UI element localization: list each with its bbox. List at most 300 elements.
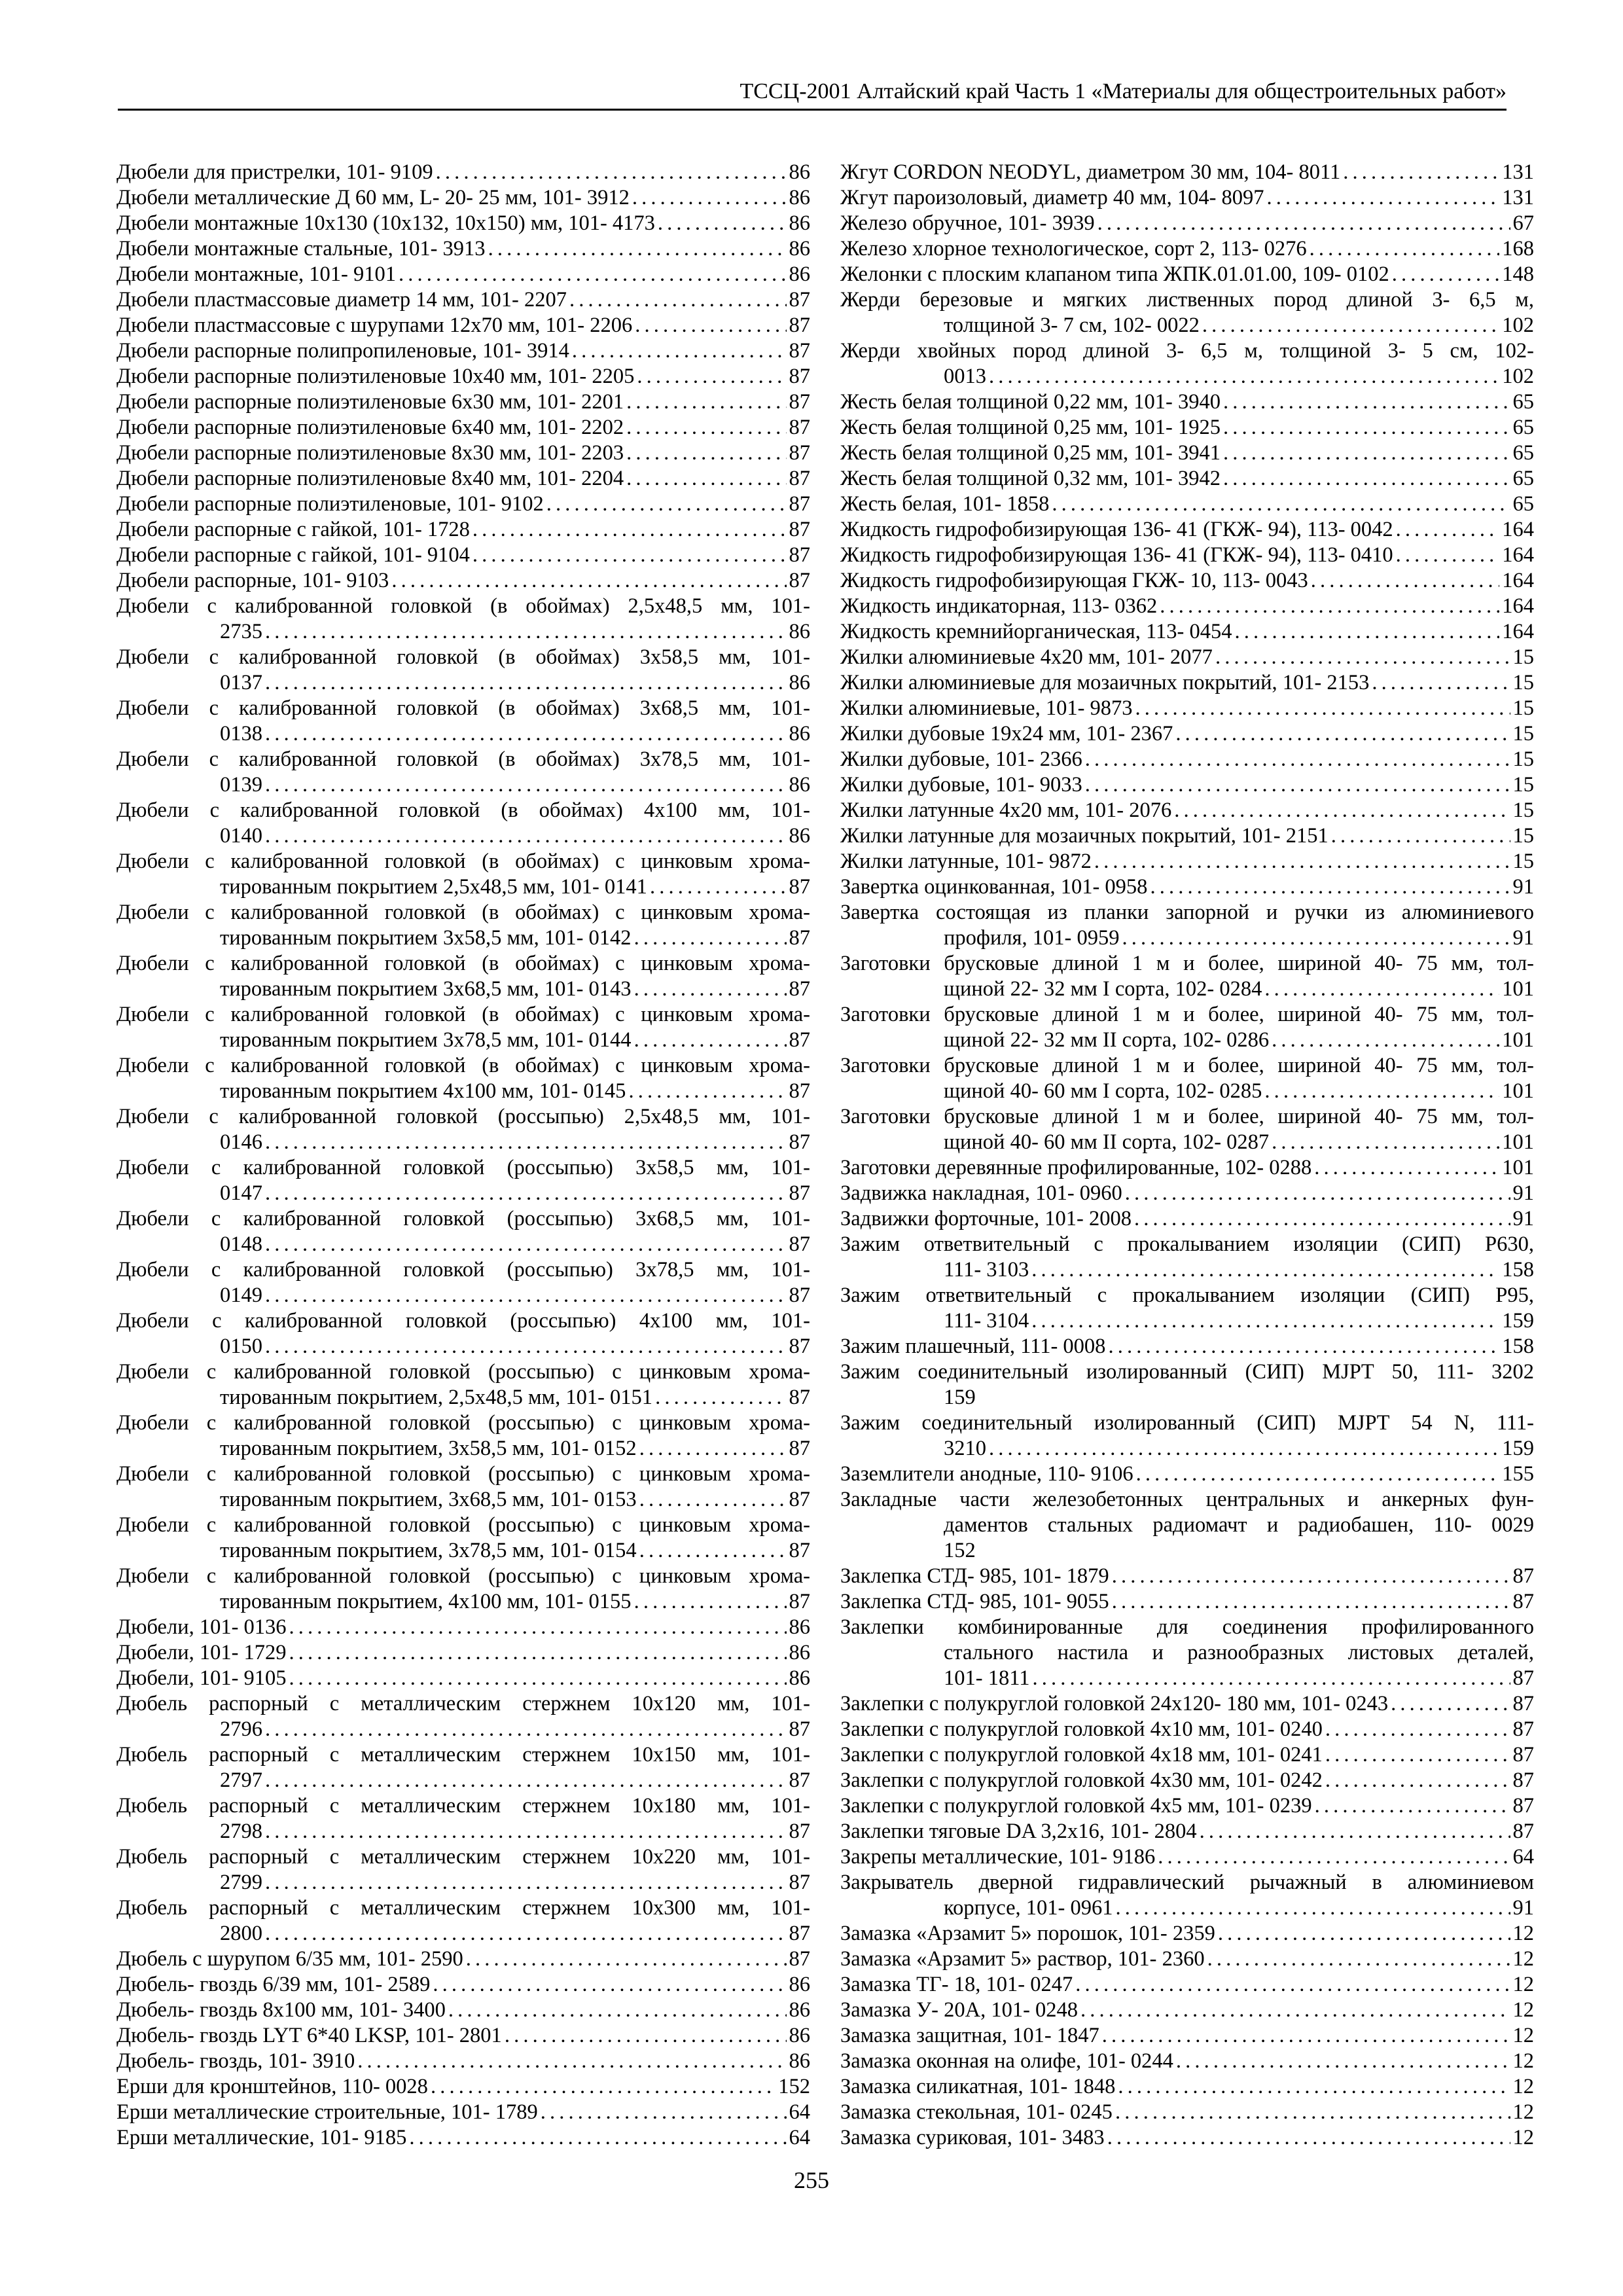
entry-text-line: 0146 [220, 1130, 262, 1154]
index-entry [116, 262, 810, 287]
entry-page-number: 86 [789, 186, 810, 209]
entry-text-line: Замазка стекольная, 101- 0245 [840, 2100, 1113, 2124]
entry-text-line: 0148 [220, 1232, 262, 1256]
entry-page-number: 87 [789, 365, 810, 388]
entry-text-line: Жесть белая, 101- 1858 [840, 492, 1050, 516]
entry-text-line: Заклепка СТД- 985, 101- 9055 [840, 1590, 1109, 1613]
entry-text-line: Дюбель распорный с металлическим стержнем 10х150 мм, 101- [116, 1743, 810, 1767]
entry-text-line: Дюбели, 101- 0136 [116, 1615, 287, 1639]
entry-text-line: 159 [944, 1386, 976, 1409]
dot-leader [466, 1946, 787, 1972]
entry-text-line: Дюбели для пристрелки, 101- 9109 [116, 160, 433, 184]
index-entry [840, 2023, 1534, 2049]
entry-page-number: 15 [1512, 671, 1534, 694]
index-entry [116, 1206, 810, 1257]
dot-leader [1108, 1334, 1499, 1359]
entry-text-line: Дюбели с калиброванной головкой (в обоймах) 3х58,5 мм, 101- [116, 645, 810, 669]
dot-leader [265, 721, 787, 747]
entry-page-number: 101 [1502, 1079, 1534, 1103]
index-entry [840, 517, 1534, 543]
dot-leader [436, 160, 787, 185]
index-entry [116, 951, 810, 1002]
dot-leader [1396, 543, 1500, 568]
entry-text-line: Жилки алюминиевые 4х20 мм, 101- 2077 [840, 645, 1213, 669]
entry-text-line: Замазка суриковая, 101- 3483 [840, 2126, 1105, 2149]
entry-page-number: 65 [1512, 416, 1534, 439]
dot-leader [1272, 1130, 1499, 1155]
entry-page-number: 87 [789, 416, 810, 439]
entry-text-line: Замазка ТГ- 18, 101- 0247 [840, 1973, 1073, 1996]
index-entry [840, 262, 1534, 287]
entry-page-number: 87 [789, 467, 810, 490]
dot-leader [546, 492, 787, 517]
index-entry [840, 594, 1534, 619]
dot-leader [639, 1538, 787, 1564]
entry-page-number: 87 [789, 1335, 810, 1358]
dot-leader [1325, 1768, 1510, 1793]
index-entry [116, 747, 810, 798]
dot-leader [1343, 160, 1499, 185]
index-entry [840, 1921, 1534, 1946]
entry-page-number: 15 [1512, 798, 1534, 822]
header-title: ТССЦ-2001 Алтайский край Часть 1 «Материалы для общестроительных работ» [740, 79, 1507, 103]
dot-leader [1102, 2023, 1510, 2049]
index-entry [116, 1615, 810, 1640]
dot-leader [1396, 517, 1500, 543]
entry-text-line: профиля, 101- 0959 [944, 926, 1120, 950]
dot-leader [1391, 1691, 1510, 1717]
entry-page-number: 65 [1512, 390, 1534, 414]
index-entry [840, 670, 1534, 696]
entry-text-line: Жилки латунные, 101- 9872 [840, 850, 1092, 873]
entry-page-number: 87 [789, 1283, 810, 1307]
entry-text-line: Дюбель распорный с металлическим стержнем 10х300 мм, 101- [116, 1896, 810, 1920]
index-entry [116, 1104, 810, 1155]
entry-text-line: Ерши металлические, 101- 9185 [116, 2126, 407, 2149]
entry-page-number: 152 [778, 2075, 810, 2098]
dot-leader [265, 772, 787, 798]
entry-text-line: Замазка «Арзамит 5» порошок, 101- 2359 [840, 1922, 1215, 1945]
entry-text-line: Дюбели, 101- 9105 [116, 1666, 287, 1690]
dot-leader [989, 1436, 1499, 1462]
dot-leader [637, 364, 786, 389]
entry-text-line: тированным покрытием, 2,5х48,5 мм, 101- 0151 [220, 1386, 653, 1409]
index-entry [116, 1998, 810, 2023]
index-entry [840, 1334, 1534, 1359]
entry-text-line: Дюбель- гвоздь 8х100 мм, 101- 3400 [116, 1998, 446, 2022]
entry-text-line: Дюбели с калиброванной головкой (россыпью) 4х100 мм, 101- [116, 1309, 810, 1333]
entry-page-number: 164 [1502, 620, 1534, 643]
entry-page-number: 87 [1512, 1692, 1534, 1715]
entry-page-number: 87 [789, 288, 810, 312]
entry-text-line: Жерди хвойных пород длиной 3- 6,5 м, толщиной 3- 5 см, 102- [840, 339, 1534, 363]
entry-page-number: 158 [1502, 1258, 1534, 1282]
index-entry [840, 440, 1534, 466]
entry-text-line: Ерши металлические строительные, 101- 1789 [116, 2100, 538, 2124]
entry-page-number: 86 [789, 722, 810, 745]
entry-page-number: 87 [1512, 1590, 1534, 1613]
index-entry [840, 466, 1534, 492]
entry-text-line: Задвижки форточные, 101- 2008 [840, 1207, 1132, 1230]
index-entry [116, 236, 810, 262]
index-entry [840, 1002, 1534, 1053]
entry-text-line: Заклепки с полукруглой головкой 24х120- 180 мм, 101- 0243 [840, 1692, 1389, 1715]
entry-text-line: Дюбели распорные полипропиленовые, 101- 3914 [116, 339, 569, 363]
entry-page-number: 87 [789, 1488, 810, 1511]
dot-leader [1372, 670, 1510, 696]
entry-page-number: 86 [789, 1973, 810, 1996]
entry-page-number: 101 [1502, 1028, 1534, 1052]
entry-page-number: 12 [1512, 1947, 1534, 1971]
index-entry [840, 1462, 1534, 1487]
index-entry [840, 849, 1534, 874]
index-entry [116, 1844, 810, 1895]
dot-leader [1175, 721, 1510, 747]
index-entry [840, 900, 1534, 951]
entry-text-line: Жерди березовые и мягких лиственных пород длиной 3- 6,5 м, [840, 288, 1534, 312]
entry-page-number: 91 [1512, 1207, 1534, 1230]
entry-text-line: Заклепки с полукруглой головкой 4х30 мм, 101- 0242 [840, 1768, 1323, 1792]
entry-text-line: Железо обручное, 101- 3939 [840, 211, 1095, 235]
dot-leader [1136, 1462, 1500, 1487]
entry-text-line: Дюбели распорные с гайкой, 101- 9104 [116, 543, 470, 567]
index-entry [116, 364, 810, 389]
entry-text-line: Жилки дубовые, 101- 2366 [840, 747, 1082, 771]
entry-text-line: корпусе, 101- 0961 [944, 1896, 1113, 1920]
entry-text-line: Замазка защитная, 101- 1847 [840, 2024, 1099, 2047]
page-header [118, 73, 1507, 111]
entry-page-number: 91 [1512, 1896, 1534, 1920]
dot-leader [1135, 696, 1510, 721]
dot-leader [265, 1130, 787, 1155]
dot-leader [1094, 849, 1510, 874]
entry-text-line: тированным покрытием 3х68,5 мм, 101- 0143 [220, 977, 632, 1001]
dot-leader [658, 211, 787, 236]
entry-text-line: Жесть белая толщиной 0,32 мм, 101- 3942 [840, 467, 1221, 490]
entry-text-line: Жилки дубовые 19х24 мм, 101- 2367 [840, 722, 1173, 745]
entry-page-number: 64 [1512, 1845, 1534, 1869]
entry-page-number: 87 [789, 1922, 810, 1945]
entry-text-line: Заготовки брусковые длиной 1 м и более, шириной 40- 75 мм, тол- [840, 1054, 1534, 1077]
dot-leader [1314, 1155, 1499, 1181]
index-entry [840, 1359, 1534, 1410]
entry-text-line: 2796 [220, 1717, 262, 1741]
entry-page-number: 87 [789, 339, 810, 363]
entry-page-number: 101 [1502, 1156, 1534, 1179]
entry-page-number: 131 [1502, 186, 1534, 209]
entry-text-line: Жесть белая толщиной 0,22 мм, 101- 3940 [840, 390, 1221, 414]
index-entry [840, 1998, 1534, 2023]
index-entry [116, 466, 810, 492]
index-entry [116, 900, 810, 951]
entry-page-number: 87 [1512, 1564, 1534, 1588]
entry-text-line: Дюбель- гвоздь, 101- 3910 [116, 2049, 355, 2073]
index-entry [840, 951, 1534, 1002]
index-entry [840, 1793, 1534, 1819]
entry-page-number: 148 [1502, 262, 1534, 286]
dot-leader [1267, 185, 1500, 211]
entry-page-number: 87 [1512, 1743, 1534, 1767]
dot-leader [1325, 1717, 1510, 1742]
dot-leader [399, 262, 786, 287]
dot-leader [409, 2125, 786, 2151]
entry-page-number: 87 [789, 1079, 810, 1103]
entry-page-number: 87 [789, 926, 810, 950]
dot-leader [433, 1972, 786, 1998]
index-entry [840, 160, 1534, 185]
entry-page-number: 12 [1512, 2100, 1534, 2124]
entry-page-number: 12 [1512, 2024, 1534, 2047]
entry-text-line: 0138 [220, 722, 262, 745]
entry-page-number: 87 [789, 314, 810, 337]
dot-leader [1392, 262, 1500, 287]
dot-leader [473, 543, 787, 568]
entry-text-line: 0149 [220, 1283, 262, 1307]
dot-leader [265, 1232, 787, 1257]
entry-text-line: 2799 [220, 1871, 262, 1894]
index-entry [116, 2023, 810, 2049]
dot-leader [1200, 1819, 1510, 1844]
entry-text-line: Дюбели металлические Д 60 мм, L- 20- 25 мм, 101- 3912 [116, 186, 630, 209]
index-entry [840, 1844, 1534, 1870]
entry-page-number: 87 [1512, 1794, 1534, 1818]
entry-text-line: Дюбели с калиброванной головкой (в обоймах) с цинковым хрома- [116, 1054, 810, 1077]
dot-leader [1115, 1895, 1510, 1921]
dot-leader [1202, 313, 1499, 338]
entry-text-line: Жидкость гидрофобизирующая 136- 41 (ГКЖ- 94), 113- 0042 [840, 518, 1393, 541]
index-entry [840, 1487, 1534, 1564]
entry-text-line: Жилки алюминиевые для мозаичных покрытий, 101- 2153 [840, 671, 1370, 694]
entry-text-line: Дюбели монтажные 10х130 (10х132, 10х150) мм, 101- 4173 [116, 211, 655, 235]
index-entry [116, 1308, 810, 1359]
dot-leader [265, 1921, 787, 1946]
dot-leader [1107, 2125, 1510, 2151]
index-entry [840, 1410, 1534, 1462]
entry-page-number: 67 [1512, 211, 1534, 235]
index-entry [116, 440, 810, 466]
entry-page-number: 87 [1512, 1717, 1534, 1741]
entry-page-number: 91 [1512, 1181, 1534, 1205]
index-entry [840, 1283, 1534, 1334]
dot-leader [989, 364, 1499, 389]
index-entry [116, 1666, 810, 1691]
dot-leader [1264, 1079, 1499, 1104]
entry-text-line: 152 [944, 1539, 976, 1562]
entry-text-line: 0140 [220, 824, 262, 848]
entry-page-number: 86 [789, 773, 810, 797]
dot-leader [1315, 1793, 1510, 1819]
entry-text-line: Жгут пароизоловый, диаметр 40 мм, 104- 8097 [840, 186, 1264, 209]
index-entry [116, 1359, 810, 1410]
index-entry [116, 1972, 810, 1998]
entry-page-number: 12 [1512, 1973, 1534, 1996]
entry-text-line: Жидкость индикаторная, 113- 0362 [840, 594, 1158, 618]
entry-page-number: 87 [789, 1181, 810, 1205]
entry-text-line: щиной 22- 32 мм I сорта, 102- 0284 [944, 977, 1262, 1001]
entry-text-line: Дюбели с калиброванной головкой (россыпью) 2,5х48,5 мм, 101- [116, 1105, 810, 1128]
entry-page-number: 65 [1512, 467, 1534, 490]
entry-text-line: Дюбели с калиброванной головкой (в обоймах) с цинковым хрома- [116, 1003, 810, 1026]
entry-text-line: тированным покрытием, 4х100 мм, 101- 0155 [220, 1590, 632, 1613]
entry-page-number: 87 [789, 441, 810, 465]
entry-text-line: Заготовки брусковые длиной 1 м и более, шириной 40- 75 мм, тол- [840, 952, 1534, 975]
index-entry [116, 1410, 810, 1462]
entry-text-line: Дюбели распорные с гайкой, 101- 1728 [116, 518, 470, 541]
dot-leader [1150, 874, 1510, 900]
index-entry [116, 2125, 810, 2151]
entry-page-number: 168 [1502, 237, 1534, 260]
index-entry [840, 236, 1534, 262]
dot-leader [572, 338, 787, 364]
index-entry [840, 1768, 1534, 1793]
dot-leader [1031, 1308, 1499, 1334]
entry-page-number: 164 [1502, 569, 1534, 592]
entry-text-line: Дюбели распорные полиэтиленовые 10х40 мм, 101- 2205 [116, 365, 635, 388]
dot-leader [628, 1079, 786, 1104]
entry-page-number: 86 [789, 237, 810, 260]
entry-page-number: 15 [1512, 747, 1534, 771]
dot-leader [265, 1334, 787, 1359]
entry-text-line: Дюбели пластмассовые диаметр 14 мм, 101- 2207 [116, 288, 567, 312]
index-entry [840, 874, 1534, 900]
entry-text-line: Дюбели распорные полиэтиленовые 8х30 мм, 101- 2203 [116, 441, 624, 465]
index-entry [116, 2074, 810, 2100]
entry-text-line: Задвижка накладная, 101- 0960 [840, 1181, 1122, 1205]
dot-leader [1235, 619, 1500, 645]
entry-text-line: щиной 40- 60 мм II сорта, 102- 0287 [944, 1130, 1270, 1154]
entry-page-number: 87 [789, 543, 810, 567]
entry-page-number: 87 [789, 1717, 810, 1741]
index-entry [840, 1742, 1534, 1768]
dot-leader [265, 823, 787, 849]
entry-text-line: Дюбели монтажные стальные, 101- 3913 [116, 237, 486, 260]
entry-text-line: тированным покрытием, 3х68,5 мм, 101- 0153 [220, 1488, 637, 1511]
index-entry [116, 849, 810, 900]
index-entry [116, 543, 810, 568]
entry-page-number: 155 [1502, 1462, 1534, 1486]
entry-page-number: 86 [789, 262, 810, 286]
entry-page-number: 12 [1512, 1922, 1534, 1945]
dot-leader [1075, 1972, 1510, 1998]
dot-leader [505, 2023, 787, 2049]
entry-text-line: тированным покрытием, 3х78,5 мм, 101- 0154 [220, 1539, 637, 1562]
dot-leader [289, 1666, 787, 1691]
entry-page-number: 15 [1512, 722, 1534, 745]
entry-text-line: Дюбель с шурупом 6/35 мм, 101- 2590 [116, 1947, 463, 1971]
entry-text-line: Дюбели распорные полиэтиленовые 6х30 мм, 101- 2201 [116, 390, 624, 414]
index-entry [116, 1640, 810, 1666]
entry-text-line: тированным покрытием 2,5х48,5 мм, 101- 0141 [220, 875, 647, 899]
dot-leader [265, 1819, 787, 1844]
dot-leader [265, 1283, 787, 1308]
entry-text-line: Заклепки с полукруглой головкой 4х10 мм, 101- 0240 [840, 1717, 1323, 1741]
entry-text-line: Дюбели с калиброванной головкой (россыпью) с цинковым хрома- [116, 1360, 810, 1384]
entry-page-number: 86 [789, 1998, 810, 2022]
index-column-left [116, 160, 810, 2151]
entry-text-line: даментов стальных радиомачт и радиобашен, 110- 0029 [944, 1513, 1534, 1537]
dot-leader [391, 568, 786, 594]
entry-page-number: 87 [789, 977, 810, 1001]
entry-text-line: Зажим плашечный, 111- 0008 [840, 1335, 1106, 1358]
dot-leader [357, 2049, 786, 2074]
index-column-right [840, 160, 1534, 2151]
entry-text-line: 0147 [220, 1181, 262, 1205]
entry-page-number: 87 [789, 1947, 810, 1971]
dot-leader [1112, 1564, 1510, 1589]
index-entry [116, 594, 810, 645]
entry-page-number: 164 [1502, 518, 1534, 541]
entry-text-line: Желонки с плоским клапаном типа ЖПК.01.01.00, 109- 0102 [840, 262, 1389, 286]
entry-text-line: толщиной 3- 7 см, 102- 0022 [944, 314, 1200, 337]
entry-page-number: 86 [789, 671, 810, 694]
entry-page-number: 87 [789, 1386, 810, 1409]
entry-page-number: 87 [789, 492, 810, 516]
dot-leader [1310, 236, 1500, 262]
entry-page-number: 87 [789, 875, 810, 899]
entry-page-number: 87 [789, 518, 810, 541]
index-entry [116, 645, 810, 696]
index-entry [840, 619, 1534, 645]
entry-page-number: 87 [789, 1768, 810, 1792]
entry-text-line: Завертка состоящая из планки запорной и ручки из алюминиевого [840, 901, 1534, 924]
entry-page-number: 87 [789, 1437, 810, 1460]
index-entry [116, 798, 810, 849]
entry-page-number: 87 [789, 1820, 810, 1843]
entry-page-number: 15 [1512, 696, 1534, 720]
dot-leader [1118, 2074, 1510, 2100]
entry-text-line: щиной 22- 32 мм II сорта, 102- 0286 [944, 1028, 1270, 1052]
entry-page-number: 101 [1502, 1130, 1534, 1154]
index-entry [116, 1053, 810, 1104]
index-entry [116, 160, 810, 185]
dot-leader [626, 466, 786, 492]
dot-leader [1218, 1921, 1510, 1946]
dot-leader [265, 670, 787, 696]
entry-text-line: Жидкость кремнийорганическая, 113- 0454 [840, 620, 1232, 643]
entry-text-line: Дюбели распорные полиэтиленовые 8х40 мм, 101- 2204 [116, 467, 624, 490]
index-entry [840, 1206, 1534, 1232]
index-entry [116, 517, 810, 543]
entry-text-line: Замазка силикатная, 101- 1848 [840, 2075, 1116, 2098]
index-entry [840, 389, 1534, 415]
entry-text-line: Дюбели, 101- 1729 [116, 1641, 287, 1664]
entry-text-line: Дюбели монтажные, 101- 9101 [116, 262, 397, 286]
entry-text-line: Дюбели с калиброванной головкой (в обоймах) 2,5х48,5 мм, 101- [116, 594, 810, 618]
entry-page-number: 86 [789, 211, 810, 235]
entry-text-line: Заклепки комбинированные для соединения профилированного [840, 1615, 1534, 1639]
dot-leader [634, 925, 787, 951]
index-entry [840, 798, 1534, 823]
dot-leader [1325, 1742, 1510, 1768]
entry-text-line: Жилки дубовые, 101- 9033 [840, 773, 1082, 797]
dot-leader [265, 619, 787, 645]
dot-leader [639, 1436, 787, 1462]
index-entry [116, 1513, 810, 1564]
dot-leader [431, 2074, 776, 2100]
entry-text-line: Дюбели с калиброванной головкой (в обоймах) 3х78,5 мм, 101- [116, 747, 810, 771]
dot-leader [1085, 772, 1510, 798]
entry-text-line: Жилки латунные для мозаичных покрытий, 101- 2151 [840, 824, 1329, 848]
entry-text-line: Дюбели с калиброванной головкой (россыпью) с цинковым хрома- [116, 1564, 810, 1588]
entry-text-line: Жесть белая толщиной 0,25 мм, 101- 3941 [840, 441, 1221, 465]
index-entry [840, 1155, 1534, 1181]
entry-page-number: 159 [1502, 1309, 1534, 1333]
entry-page-number: 86 [789, 824, 810, 848]
dot-leader [1158, 1844, 1510, 1870]
entry-text-line: Дюбели с калиброванной головкой (россыпью) 3х58,5 мм, 101- [116, 1156, 810, 1179]
dot-leader [634, 977, 787, 1002]
entry-text-line: Жесть белая толщиной 0,25 мм, 101- 1925 [840, 416, 1221, 439]
